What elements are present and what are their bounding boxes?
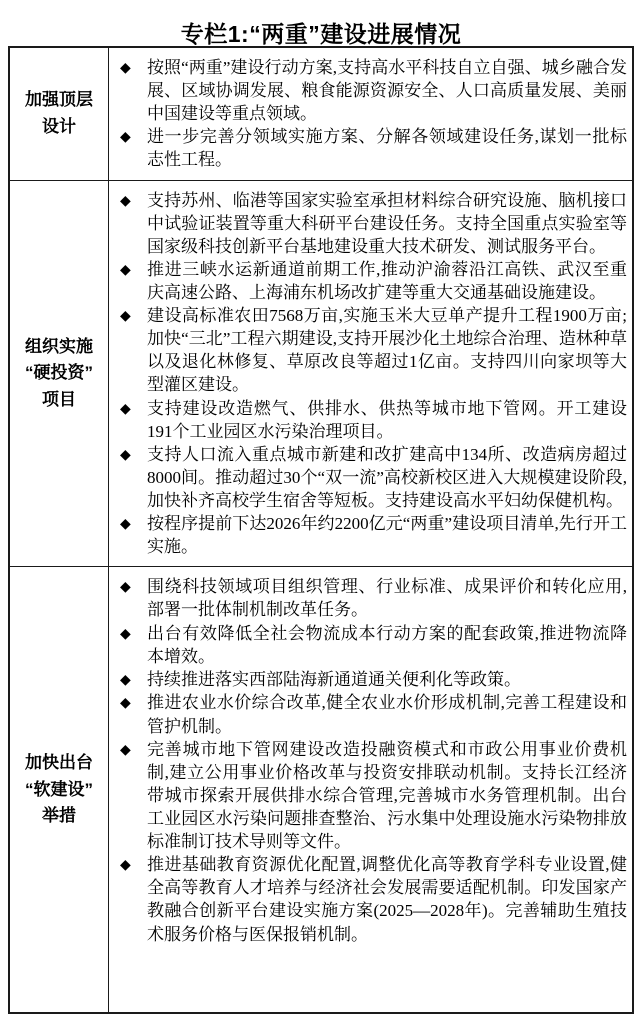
diamond-bullet-icon: ◆ [120,130,131,146]
bullet-item [115,853,627,945]
table-row [10,48,632,180]
row-label-line: 组织实施 [25,336,93,356]
bullet-item [115,512,627,558]
bullet-text: 按程序提前下达2026年约2200亿元“两重”建设项目清单,先行开工实施。 [147,514,627,557]
diamond-bullet-icon: ◆ [120,309,131,325]
diamond-bullet-icon: ◆ [120,672,131,688]
diamond-bullet-icon: ◆ [120,517,131,533]
bullet-text: 支持建设改造燃气、供排水、供热等城市地下管网。开工建设191个工业园区水污染治理项目。 [147,398,627,441]
bullet-item [115,397,627,443]
bullet-text: 推进三峡水运新通道前期工作,推动沪渝蓉沿江高铁、武汉至重庆高速公路、上海浦东机场改扩建等重大交通基础设施建设。 [147,259,627,302]
page-title: 专栏1:“两重”建设进展情况 [180,21,462,47]
row-label [10,567,109,1012]
diamond-bullet-icon: ◆ [120,193,131,209]
bullet-item [115,575,627,621]
row-label-line: 加快出台 [25,753,93,773]
bullet-text: 建设高标准农田7568万亩,实施玉米大豆单产提升工程1900万亩;加快“三北”工程六期建设,支持开展沙化土地综合治理、造林种草以及退化林修复、草原改良等超过1亿亩。支持四川向家坝等大型灌区建设。 [147,306,627,395]
bullet-item [115,189,627,258]
bullet-text: 进一步完善分领域实施方案、分解各领域建设任务,谋划一批标志性工程。 [147,127,627,170]
bullet-text: 支持人口流入重点城市新建和改扩建高中134所、改造病房超过8000间。推动超过30个“双一流”高校新校区进入大规模建设阶段,加快补齐高校学生宿舍等短板。支持建设高水平妇幼保健机构。 [147,444,627,510]
table-row [10,180,632,567]
bullet-text: 围绕科技领域项目组织管理、行业标准、成果评价和转化应用,部署一批体制机制改革任务。 [147,577,627,620]
row-content [109,567,632,1012]
table-row [10,566,632,1012]
row-content [109,181,632,567]
row-label-line: “硬投资” [25,363,93,383]
diamond-bullet-icon: ◆ [120,696,131,712]
bullet-item [115,304,627,396]
bullet-text: 完善城市地下管网建设改造投融资模式和市政公用事业价费机制,建立公用事业价格改革与投资安排联动机制。支持长江经济带城市探索开展供排水综合管理,完善城市水务管理机制。出台工业园区水污染问题排查整治、污水集中处理设施水污染物排放标准制订技术导则等文件。 [147,739,627,852]
row-label-line: “软建设” [25,779,93,799]
bullet-item [115,258,627,304]
diamond-bullet-icon: ◆ [120,401,131,417]
bullet-text: 按照“两重”建设行动方案,支持高水平科技自立自强、城乡融合发展、区域协调发展、粮食能源资源安全、人口高质量发展、美丽中国建设等重点领域。 [147,58,627,124]
bullet-item [115,738,627,854]
bullet-text: 推进农业水价综合改革,健全农业水价形成机制,完善工程建设和管护机制。 [147,693,627,736]
bullet-item [115,622,627,668]
diamond-bullet-icon: ◆ [120,626,131,642]
bullet-text: 出台有效降低全社会物流成本行动方案的配套政策,推进物流降本增效。 [147,623,627,666]
row-label-line: 举措 [42,805,76,825]
row-label [10,181,109,567]
bullet-text: 持续推进落实西部陆海新通道通关便利化等政策。 [147,669,521,689]
bullet-item [115,691,627,737]
bullet-text: 推进基础教育资源优化配置,调整优化高等教育学科专业设置,健全高等教育人才培养与经济社会发展需要适配机制。印发国家产教融合创新平台建设实施方案(2025—2028年)。完善辅助生殖技术服务价格与医保报销机制。 [147,855,627,944]
diamond-bullet-icon: ◆ [120,262,131,278]
row-label-line: 项目 [42,389,76,409]
bullet-item [115,443,627,512]
diamond-bullet-icon: ◆ [120,742,131,758]
bullet-item [115,668,627,692]
diamond-bullet-icon: ◆ [120,447,131,463]
diamond-bullet-icon: ◆ [120,858,131,874]
diamond-bullet-icon: ◆ [120,61,131,76]
row-label [10,48,109,180]
progress-table [8,46,634,1014]
row-content [109,48,632,180]
bullet-item [115,125,627,171]
row-label-line: 加强顶层 [25,90,93,110]
bullet-text: 支持苏州、临港等国家实验室承担材料综合研究设施、脑机接口中试验证装置等重大科研平台建设任务。支持全国重点实验室等国家级科技创新平台基地建设重大技术研发、测试服务平台。 [147,190,627,256]
diamond-bullet-icon: ◆ [120,580,131,596]
bullet-item [115,56,627,125]
row-label-line: 设计 [42,116,76,136]
